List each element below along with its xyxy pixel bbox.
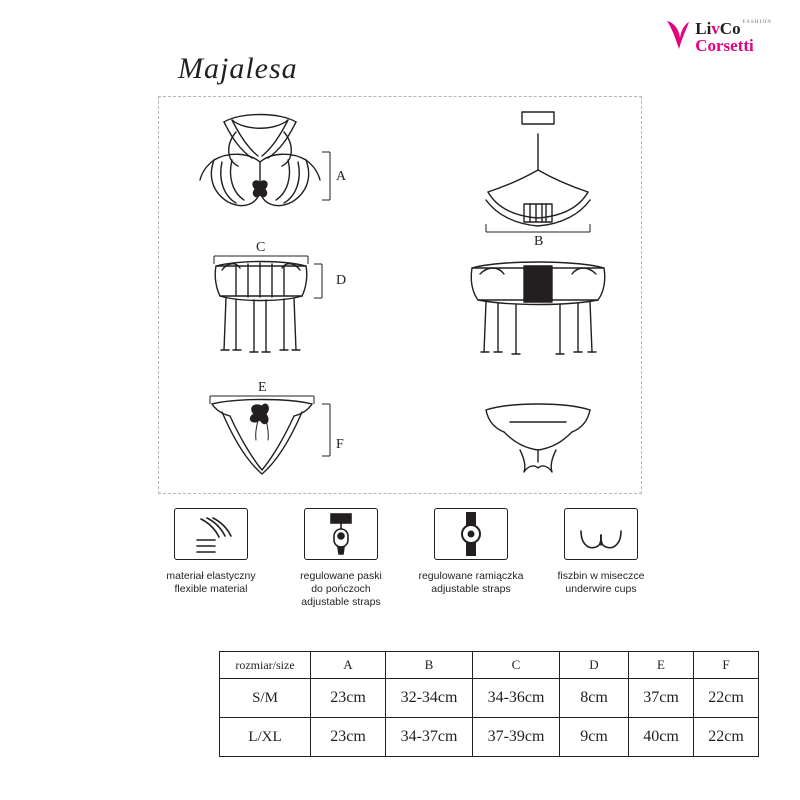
feature-caption-shoulder bbox=[410, 570, 532, 596]
table-header-e: E bbox=[629, 652, 694, 679]
feature-list bbox=[150, 508, 662, 609]
size-table bbox=[219, 651, 759, 757]
table-cell-d: 9cm bbox=[560, 718, 629, 757]
table-cell-size: L/XL bbox=[220, 718, 311, 757]
feature-caption-en: adjustable straps bbox=[431, 583, 511, 596]
brand-line-one: LivCo FASHION bbox=[695, 19, 772, 38]
table-cell-b: 34-37cm bbox=[386, 718, 473, 757]
table-row bbox=[220, 718, 759, 757]
feature-caption-en: adjustable straps bbox=[301, 596, 381, 609]
illustration-frame bbox=[158, 96, 642, 494]
feature-adjustable-shoulder-straps bbox=[410, 508, 532, 609]
feature-underwire-cups bbox=[540, 508, 662, 609]
underwire-cups-icon bbox=[564, 508, 638, 560]
strap-slider-icon bbox=[434, 508, 508, 560]
garter-clip-icon bbox=[304, 508, 378, 560]
table-header-row bbox=[220, 652, 759, 679]
dimension-label-b: B bbox=[534, 234, 544, 249]
dimension-label-f: F bbox=[336, 437, 344, 452]
feature-caption-en: underwire cups bbox=[565, 583, 637, 596]
table-cell-c: 37-39cm bbox=[473, 718, 560, 757]
feature-caption-pl2: do pończoch bbox=[311, 583, 371, 596]
table-row bbox=[220, 679, 759, 718]
table-header-a: A bbox=[311, 652, 386, 679]
feature-caption-pl: fiszbin w miseczce bbox=[557, 570, 645, 582]
table-header-c: C bbox=[473, 652, 560, 679]
table-header-b: B bbox=[386, 652, 473, 679]
table-cell-e: 37cm bbox=[629, 679, 694, 718]
feature-caption-garter bbox=[280, 570, 402, 609]
table-cell-size: S/M bbox=[220, 679, 311, 718]
table-cell-b: 32-34cm bbox=[386, 679, 473, 718]
table-cell-d: 8cm bbox=[560, 679, 629, 718]
brand-subtext: FASHION bbox=[742, 20, 772, 25]
feature-adjustable-garter-straps bbox=[280, 508, 402, 609]
feature-caption-underwire bbox=[540, 570, 662, 596]
feature-caption-en: flexible material bbox=[174, 583, 248, 596]
dimension-label-d: D bbox=[336, 273, 347, 288]
table-header-size: rozmiar/size bbox=[220, 652, 311, 679]
table-cell-f: 22cm bbox=[694, 718, 759, 757]
table-cell-e: 40cm bbox=[629, 718, 694, 757]
dimension-label-e: E bbox=[258, 380, 267, 395]
table-cell-a: 23cm bbox=[311, 679, 386, 718]
table-cell-c: 34-36cm bbox=[473, 679, 560, 718]
elastic-waves-icon bbox=[174, 508, 248, 560]
brand-logo bbox=[665, 18, 772, 54]
dimension-label-a: A bbox=[336, 169, 347, 184]
brand-wordmark bbox=[695, 18, 772, 54]
feature-caption-pl: materiał elastyczny bbox=[166, 570, 256, 582]
feature-flexible-material bbox=[150, 508, 272, 609]
product-title: Majalesa bbox=[178, 52, 298, 85]
table-header-f: F bbox=[694, 652, 759, 679]
table-header-d: D bbox=[560, 652, 629, 679]
dimension-label-c: C bbox=[256, 240, 266, 255]
table-cell-a: 23cm bbox=[311, 718, 386, 757]
feature-caption-flexible bbox=[150, 570, 272, 596]
feature-caption-pl: regulowane ramiączka bbox=[418, 570, 524, 582]
feature-caption-pl: regulowane paski bbox=[300, 570, 382, 582]
table-cell-f: 22cm bbox=[694, 679, 759, 718]
brand-line-two: Corsetti bbox=[695, 36, 754, 55]
brand-mark-icon bbox=[665, 18, 691, 52]
